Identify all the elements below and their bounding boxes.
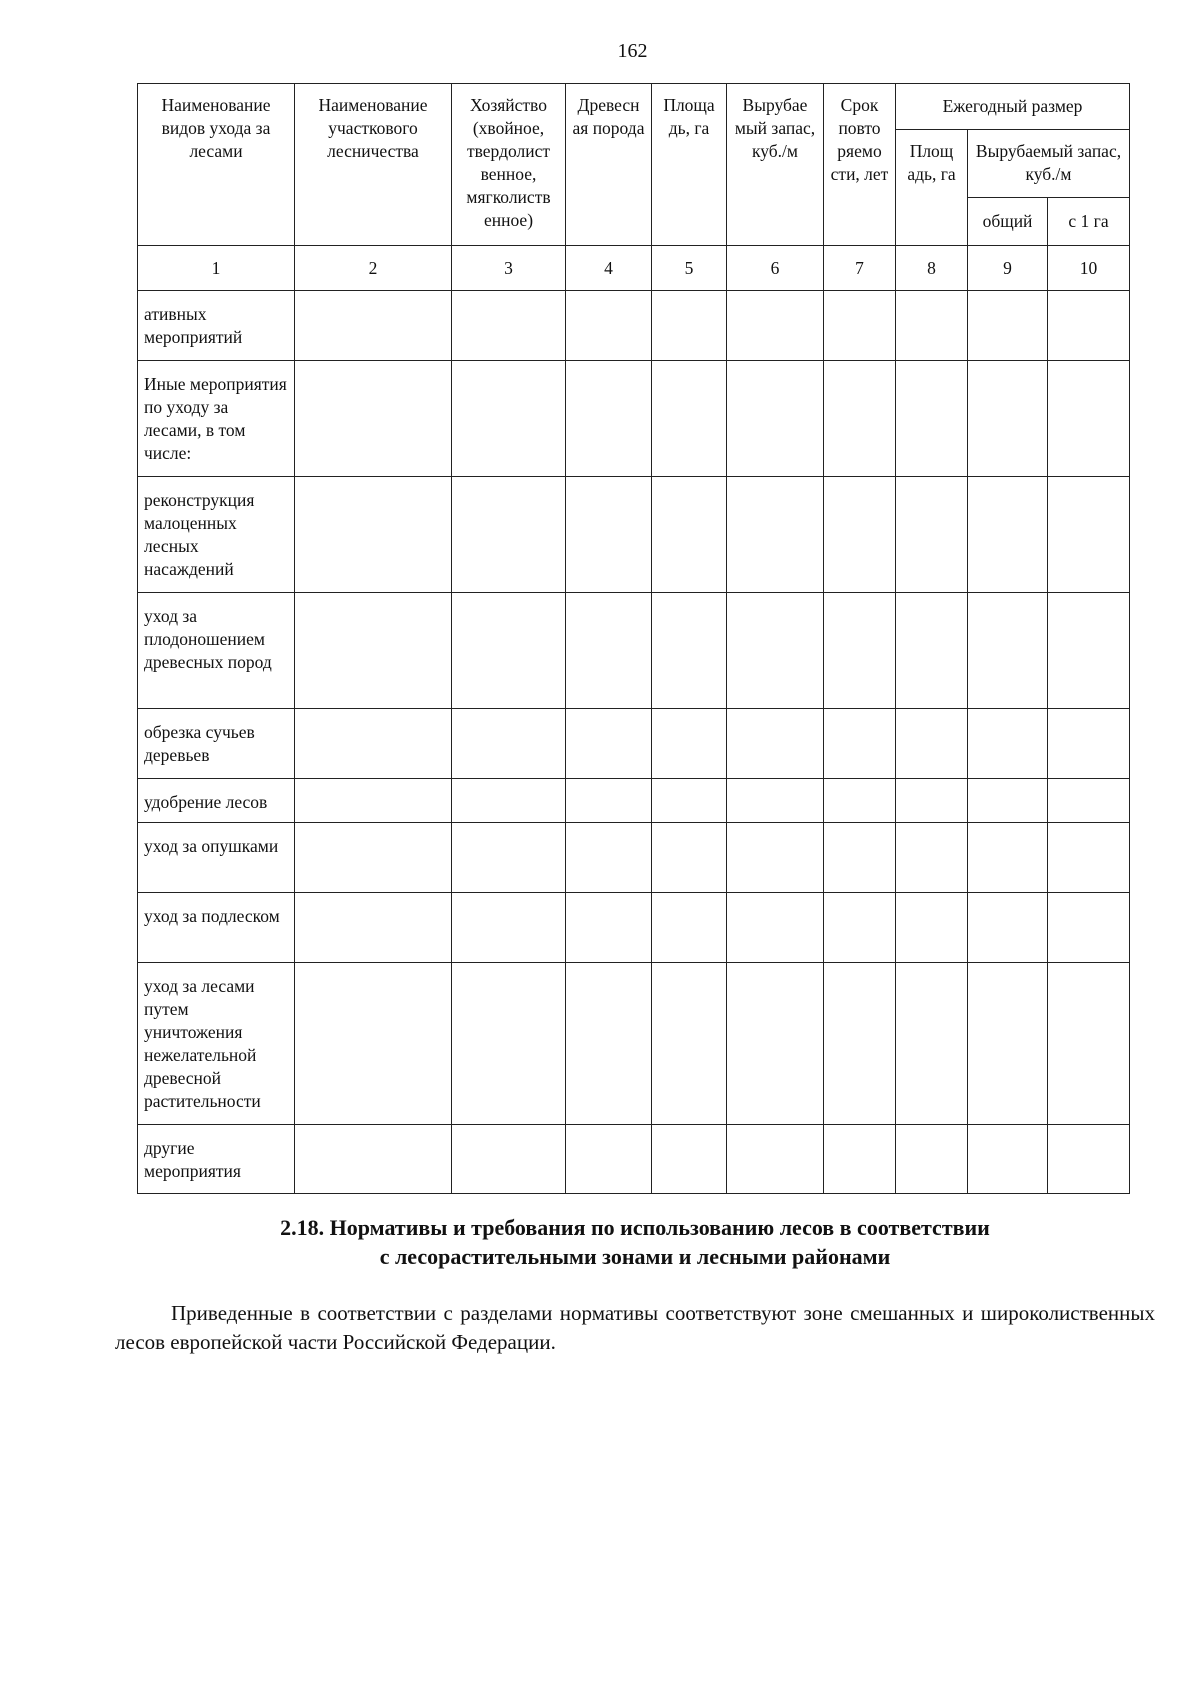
header-economy: Хозяйство (хвойное, твердолист венное, мягколиств енное) [452,84,566,246]
header-cut-stock: Вырубае мый запас, куб./м [727,84,824,246]
column-number: 9 [968,246,1048,291]
column-number: 4 [566,246,652,291]
table-row [138,593,1130,709]
table-row [138,291,1130,361]
section-title-line-2: с лесорастительными зонами и лесными районами [379,1244,891,1269]
row-label: удобрение лесов [138,779,295,823]
row-label: уход за плодоношением древесных пород [138,593,295,709]
table-row [138,963,1130,1125]
table-row [138,779,1130,823]
column-number: 10 [1048,246,1130,291]
table-row [138,893,1130,963]
header-annual-area: Площ адь, га [896,130,968,246]
header-annual-size: Ежегодный размер [896,84,1130,130]
row-label: другие мероприятия [138,1125,295,1194]
table-header [138,84,1130,246]
column-number-row [138,246,1130,291]
row-label: уход за подлеском [138,893,295,963]
header-care-type: Наименование видов ухода за лесами [138,84,295,246]
page-number: 162 [617,40,648,62]
header-annual-cut-stock: Вырубаемый запас, куб./м [968,130,1130,198]
section-paragraph: Приведенные в соответствии с разделами нормативы соответствуют зоне смешанных и широколиственных лесов европейской части Российской Федерации. [115,1301,1155,1354]
header-tree-species: Древесн ая порода [566,84,652,246]
forest-care-table [137,83,1130,1194]
table-body [138,246,1130,1194]
table-row [138,709,1130,779]
row-label: обрезка сучьев деревьев [138,709,295,779]
row-label: уход за опушками [138,823,295,893]
column-number: 7 [824,246,896,291]
column-number: 6 [727,246,824,291]
row-label: реконструкция малоценных лесных насаждений [138,477,295,593]
header-total: общий [968,198,1048,246]
column-number: 5 [652,246,727,291]
column-number: 2 [295,246,452,291]
header-forestry-district: Наименование участкового лесничества [295,84,452,246]
table-row [138,361,1130,477]
table-row [138,823,1130,893]
table-row [138,477,1130,593]
row-label: уход за лесами путем уничтожения нежелательной древесной растительности [138,963,295,1125]
header-area: Площа дь, га [652,84,727,246]
table-row [138,1125,1130,1194]
row-label: ативных мероприятий [138,291,295,361]
section-title-line-1: 2.18. Нормативы и требования по использованию лесов в соответствии [280,1215,990,1240]
section-title [115,1213,1155,1271]
header-per-hectare: с 1 га [1048,198,1130,246]
column-number: 3 [452,246,566,291]
row-label: Иные мероприятия по уходу за лесами, в том числе: [138,361,295,477]
column-number: 1 [138,246,295,291]
column-number: 8 [896,246,968,291]
header-repeat-period: Срок повто ряемо сти, лет [824,84,896,246]
